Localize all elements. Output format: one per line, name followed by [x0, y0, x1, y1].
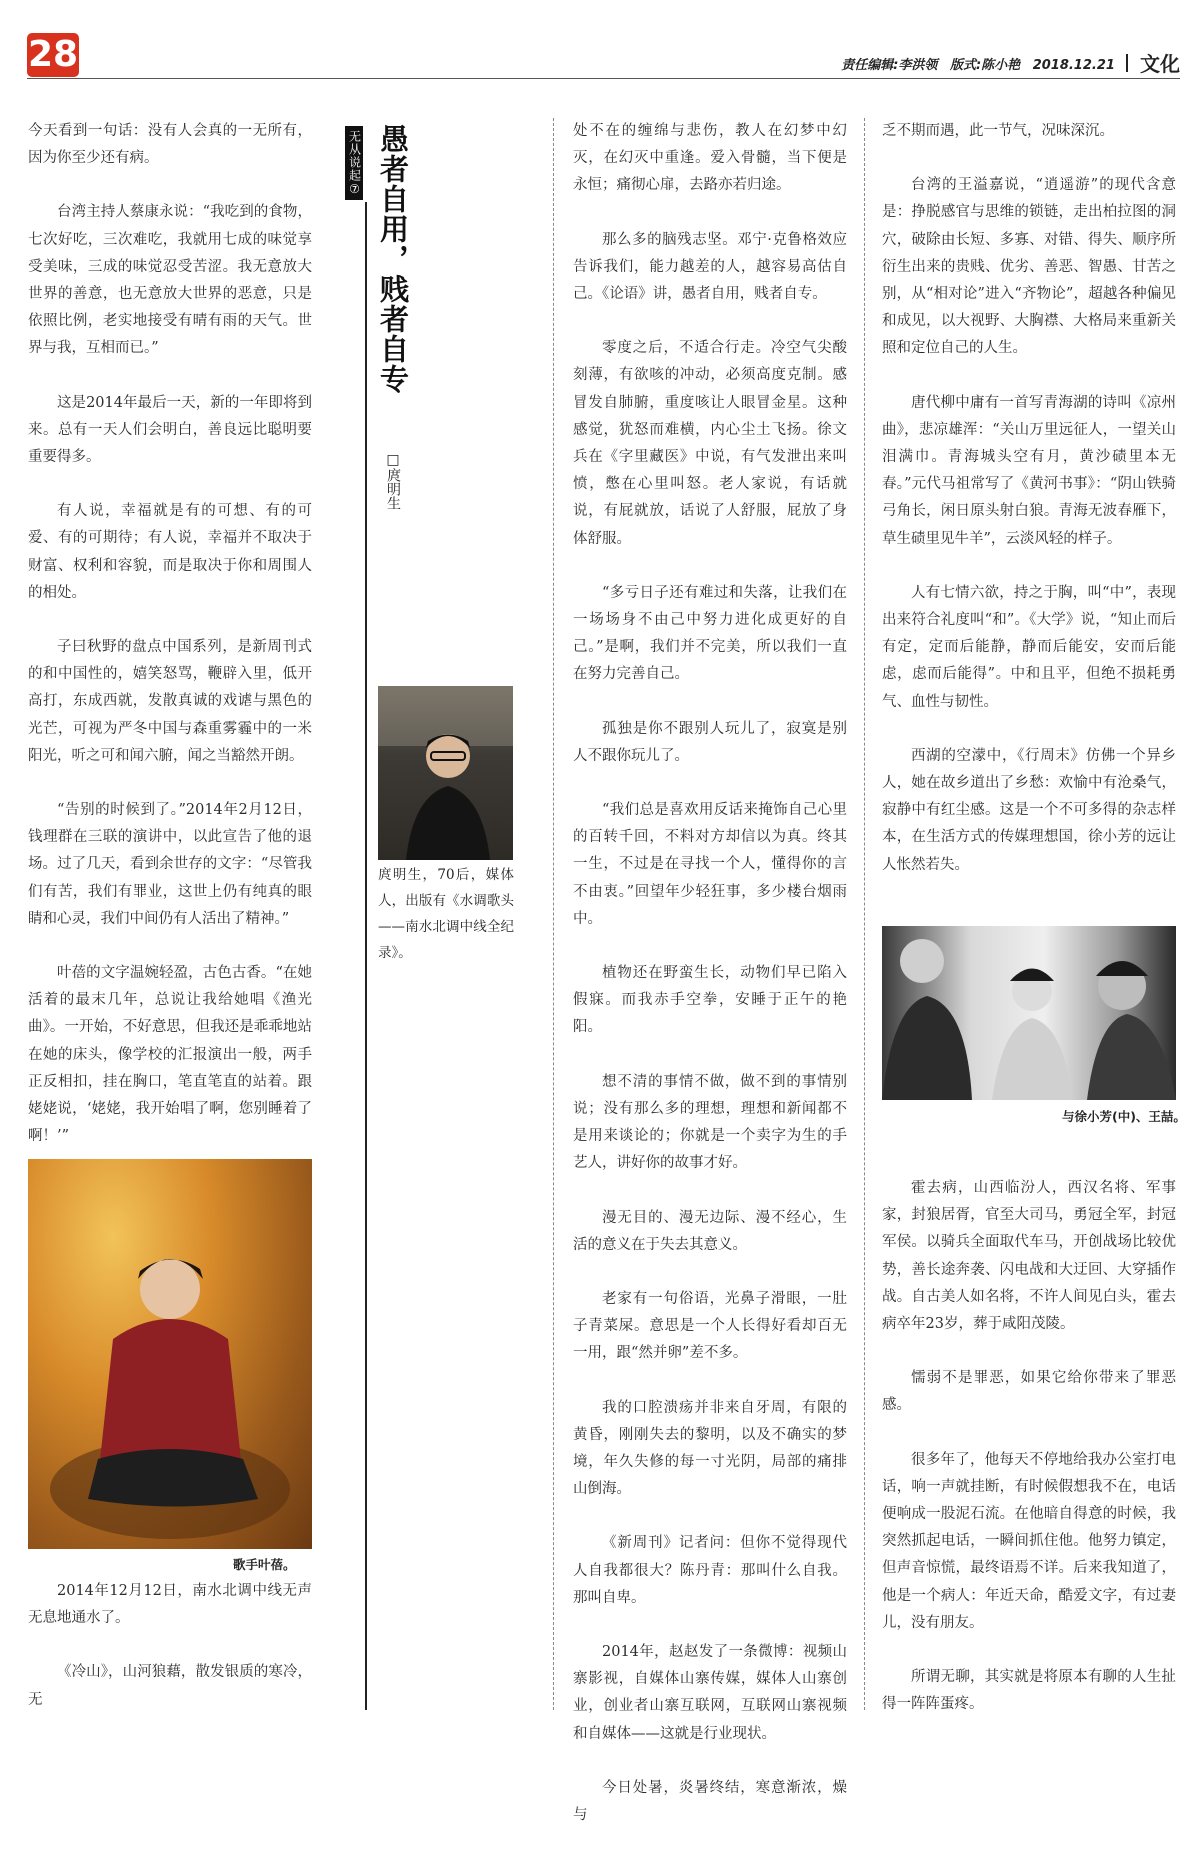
paragraph: 很多年了，他每天不停地给我办公室打电话，响一声就挂断，有时候假想我不在，电话便响成一股泥石流。在他暗自得意的时候，我突然抓起电话，一瞬间抓住他。他努力镇定，但声音惊慌，最终语焉不详。后来我知道了，他是一个病人：年近天命，酷爱文字，有过妻儿，没有朋友。 — [882, 1451, 1176, 1631]
author-bio: 庹明生，70后，媒体人，出版有《水调歌头——南水北调中线全纪录》。 — [378, 867, 514, 961]
paragraph: 台湾的王溢嘉说，“逍遥游”的现代含意是：挣脱感官与思维的锁链，走出柏拉图的洞穴，破除由长短、多寡、对错、得失、顺序所衍生出来的贵贱、优劣、善恶、智愚、甘苦之别，从“相对论”进入“齐物论”，超越各种偏见和成见，以大视野、大胸襟、大格局来重新关照和定位自己的人生。 — [882, 177, 1176, 357]
column-4 — [882, 118, 1176, 906]
header-divider — [1126, 54, 1128, 72]
group-photo — [882, 926, 1176, 1100]
column-1 — [28, 118, 312, 1178]
paragraph: 植物还在野蛮生长，动物们早已陷入假寐。而我赤手空拳，安睡于正午的艳阳。 — [573, 965, 847, 1036]
editor-credit: 责任编辑:李洪领 — [841, 58, 938, 73]
singer-figure — [28, 1159, 312, 1549]
paragraph: 子曰秋野的盘点中国系列，是新周刊式的和中国性的，嬉笑怒骂，鞭辟入里，低开高打，东成西就，发散真诚的戏谑与黑色的光芒，可视为严冬中国与森重雾霾中的一米阳光，听之可和闻六腑，闻之当豁然开朗。 — [28, 639, 312, 764]
paragraph: 有人说，幸福就是有的可想、有的可爱、有的可期待；有人说，幸福并不取决于财富、权利和容貌，而是取决于你和周围人的相处。 — [28, 503, 312, 601]
paragraph: 零度之后，不适合行走。冷空气尖酸刻薄，有欲咳的冲动，必须高度克制。感冒发自肺腑，重度咳让人眼冒金星。这种感觉，犹怒而难横，内心尘土飞扬。徐文兵在《字里藏医》中说，有气发泄出来叫愤，憋在心里叫怒。老人家说，有话就说，有屁就放，话说了人舒服，屁放了身体舒服。 — [573, 340, 847, 547]
layout-credit: 版式:陈小艳 — [949, 58, 1021, 73]
paragraph: 想不清的事情不做，做不到的事情别说；没有那么多的理想，理想和新闻都不是用来谈论的；你就是一个卖字为生的手艺人，讲好你的故事才好。 — [573, 1073, 847, 1172]
paragraph: 2014年，赵赵发了一条微博：视频山寨影视，自媒体山寨传媒，媒体人山寨创业，创业者山寨互联网，互联网山寨视频和自媒体——这就是行业现状。 — [573, 1643, 847, 1742]
group-figure — [882, 926, 1176, 1100]
singer-caption: 歌手叶蓓。 — [233, 1557, 296, 1572]
paragraph: 叶蓓的文字温婉轻盈，古色古香。“在她活着的最末几年，总说让我给她唱《渔光曲》。一开始，不好意思，但我还是乖乖地站在她的床头，像学校的汇报演出一般，两手正反相扣，挂在胸口，笔直笔直的站着。跟姥姥说，‘姥姥，我开始唱了啊，您别睡着了啊！’” — [28, 965, 312, 1145]
header-rule — [27, 78, 1180, 79]
author-photo — [378, 686, 513, 860]
column-divider-left — [553, 118, 554, 1710]
author-figure — [378, 686, 513, 860]
paragraph: 懦弱不是罪恶，如果它给你带来了罪恶感。 — [882, 1370, 1176, 1414]
column-1-bottom — [28, 1578, 312, 1741]
paragraph: 孤独是你不跟别人玩儿了，寂寞是别人不跟你玩儿了。 — [573, 720, 847, 764]
paragraph: 今天看到一句话：没有人会真的一无所有，因为你至少还有病。 — [28, 123, 312, 167]
paragraph: 所谓无聊，其实就是将原本有聊的人生扯得一阵阵蛋疼。 — [882, 1669, 1176, 1713]
title-divider-line — [365, 202, 367, 1710]
paragraph: 《新周刊》记者问：但你不觉得现代人自我都很大？陈丹青：那叫什么自我。那叫自卑。 — [573, 1535, 847, 1606]
paragraph: 这是2014年最后一天，新的一年即将到来。总有一天人们会明白，善良远比聪明要重要得多。 — [28, 394, 312, 466]
article-title: 愚者自用，贱者自专 — [376, 124, 410, 394]
paragraph: 那么多的脑残志坚。邓宁·克鲁格效应告诉我们，能力越差的人，越容易高估自己。《论语》讲，愚者自用，贱者自专。 — [573, 231, 847, 303]
paragraph: 乏不期而遇，此一节气，况味深沉。 — [882, 123, 1114, 139]
group-caption: 与徐小芳(中)、王喆。 — [1062, 1109, 1186, 1124]
paragraph: 霍去病，山西临汾人，西汉名将、军事家，封狼居胥，官至大司马，勇冠全军，封冠军侯。以骑兵全面取代车马，开创战场比较优势，善长途奔袭、闪电战和大迂回、大穿插作战。自古美人如名将，不许人间见白头，霍去病卒年23岁，葬于咸阳茂陵。 — [882, 1180, 1176, 1333]
paragraph: 唐代柳中庸有一首写青海湖的诗叫《凉州曲》，悲凉雄浑：“关山万里远征人，一望关山泪满巾。青海城头空有月，黄沙碛里本无春。”元代马祖常写了《黄河书事》：“阴山铁骑弓角长，闲日原头射白狼。青海无波春雁下，草生碛里见牛羊”，云淡风轻的样子。 — [882, 394, 1176, 547]
section-name: 文化 — [1140, 52, 1180, 76]
paragraph: “我们总是喜欢用反话来掩饰自己心里的百转千回，不料对方却信以为真。终其一生，不过是在寻找一个人，懂得你的言不由衷。”回望年少轻狂事，多少楼台烟雨中。 — [573, 802, 847, 927]
paragraph: 西湖的空濛中，《行周末》仿佛一个异乡人，她在故乡道出了乡愁：欢愉中有沧桑气，寂静中有红尘感。这是一个不可多得的杂志样本，在生活方式的传媒理想国，徐小芳的远让人怅然若失。 — [882, 747, 1176, 873]
paragraph: 人有七情六欲，持之于胸，叫“中”，表现出来符合礼度叫“和”。《大学》说，“知止而后有定，定而后能静，静而后能安，安而后能虑，虑而后能得”。中和且平，但绝不损耗勇气、血性与韧性。 — [882, 584, 1176, 710]
column-4-bottom — [882, 1175, 1176, 1745]
page-header — [840, 48, 1180, 78]
singer-photo — [28, 1159, 312, 1549]
paragraph: 台湾主持人蔡康永说：“我吃到的食物，七次好吃，三次难吃，我就用七成的味觉享受美味，三成的味觉忍受苦涩。我无意放大世界的善意，也无意放大世界的恶意，只是依照比例，老实地接受有晴有雨的天气。世界与我，互相而已。” — [28, 204, 312, 357]
paragraph: 老家有一句俗语，光鼻子滑眼，一肚子青菜屎。意思是一个人长得好看却百无一用，跟“然并卵”差不多。 — [573, 1290, 847, 1362]
paragraph: 2014年12月12日，南水北调中线无声无息地通水了。 — [28, 1583, 312, 1627]
paragraph: 今日处暑，炎暑终结，寒意渐浓，燥与 — [573, 1779, 847, 1823]
paragraph: 处不在的缠绵与悲伤，教人在幻梦中幻灭，在幻灭中重逢。爱入骨髓，当下便是永恒；痛彻心扉，去路亦若归途。 — [573, 123, 847, 194]
page-number: 28 — [27, 34, 79, 75]
paragraph: 《冷山》，山河狼藉，散发银质的寒冷，无 — [28, 1664, 312, 1708]
column-divider-right — [864, 118, 865, 1710]
paragraph: “多亏日子还有难过和失落，让我们在一场场身不由己中努力进化成更好的自己。”是啊，我们并不完美，所以我们一直在努力完善自己。 — [573, 584, 847, 683]
author-byline: □庹明生 — [385, 452, 401, 510]
series-label: 无从说起⑦ — [345, 126, 363, 200]
issue-date: 2018.12.21 — [1032, 58, 1115, 73]
paragraph: 漫无目的、漫无边际、漫不经心，生活的意义在于失去其意义。 — [573, 1209, 847, 1253]
column-3 — [573, 118, 847, 1856]
paragraph: “告别的时候到了。”2014年2月12日，钱理群在三联的演讲中，以此宣告了他的退场。过了几天，看到余世存的文字：“尽管我们有苦，我们有罪业，这世上仍有纯真的眼睛和心灵，我们中间仍有人活出了精神。” — [28, 802, 312, 927]
paragraph: 我的口腔溃疡并非来自牙周，有限的黄昏，刚刚失去的黎明，以及不确实的梦境，年久失修的每一寸光阴，局部的痛排山倒海。 — [573, 1399, 847, 1498]
